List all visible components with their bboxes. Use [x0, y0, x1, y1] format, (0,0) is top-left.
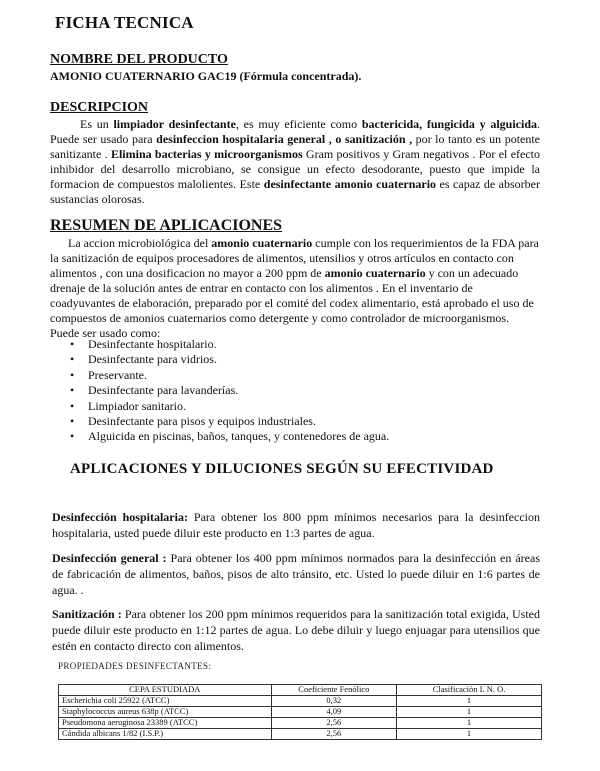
- table-row: [59, 707, 542, 718]
- list-item: • Preservante.: [70, 368, 530, 383]
- column-header: Coeficiente Fenólico: [271, 685, 397, 696]
- column-header: CEPA ESTUDIADA: [59, 685, 272, 696]
- description-paragraph: [50, 117, 540, 207]
- dilutions-heading: APLICACIONES Y DILUCIONES SEGÚN SU EFECTIVIDAD: [70, 461, 494, 477]
- dilution-hospitalaria: [52, 509, 540, 541]
- column-header: Clasificación I. N. O.: [397, 685, 542, 696]
- table-cell: 1: [397, 718, 542, 729]
- table-cell: 1: [397, 707, 542, 718]
- dilution-text: Para obtener los 400 ppm mínimos normados para la desinfección en áreas de fabricación de alimentos, baños, pisos de alto tránsito, etc. Usted lo puede diluir en 1:6 partes de agua. .: [52, 551, 540, 597]
- description-text-bold: limpiador desinfectante: [113, 117, 236, 131]
- dilution-sanitizacion: [52, 606, 540, 654]
- table-header-row: [59, 685, 542, 696]
- applications-heading: RESUMEN DE APLICACIONES: [50, 217, 283, 234]
- properties-table: [58, 684, 542, 740]
- list-item: • Desinfectante hospitalario.: [70, 337, 530, 352]
- applications-text-bold: amonio cuaternario: [211, 236, 313, 250]
- applications-text: La accion microbiológica del: [68, 236, 212, 250]
- dilution-label: Desinfección general :: [52, 551, 167, 565]
- description-text: Gram positivos y Gram negativos . Por el efecto inhibidor del desarrollo microbiano, se consigue un efecto desodorante, puesto que impide la formacion de compuestos malolientes. Este: [50, 147, 541, 191]
- description-text: Es un: [80, 117, 114, 131]
- list-item: • Desinfectante para pisos y equipos industriales.: [70, 414, 530, 429]
- description-text: , es muy eficiente como: [235, 117, 362, 131]
- dilution-text: Para obtener los 800 ppm mínimos necesarios para la desinfeccion hospitalaria, usted puede diluir este producto en 1:3 partes de agua.: [52, 510, 540, 540]
- table-row: [59, 729, 542, 740]
- applications-text-bold: amonio cuaternario: [324, 266, 426, 280]
- list-item: • Limpiador sanitario.: [70, 399, 530, 414]
- applications-text: cumple con los requerimientos de la FDA para la sanitización de equipos procesadores de alimentos, utensilios y otros artículos en contacto con alimentos , con una dosificacion no mayor a 200 ppm de: [50, 236, 539, 280]
- applications-text: y con un adecuado drenaje de la solución antes de entrar en contacto con los alimentos . En el inventario de coadyuvantes de elaboración, preparado por el comité del codex alimentario, está aprobado el uso de compuestos de amonios cuaternarios como detergente y como controlador de microorganismos. Puede ser usado como:: [50, 266, 534, 340]
- description-heading: DESCRIPCION: [50, 100, 149, 115]
- table-cell: Escherichia coli 25922 (ATCC): [59, 696, 272, 707]
- applications-paragraph: [50, 236, 540, 341]
- table-cell: Pseudomona aeruginosa 23389 (ATCC): [59, 718, 272, 729]
- description-text: es capaz de absorber sustancias olorosas.: [50, 177, 540, 206]
- table-row: [59, 696, 542, 707]
- product-name: AMONIO CUATERNARIO GAC19 (Fórmula concentrada).: [50, 69, 362, 83]
- applications-list: [70, 337, 530, 445]
- dilution-general: [52, 550, 540, 598]
- table-cell: 0,32: [271, 696, 397, 707]
- dilution-text: Para obtener los 200 ppm mínimos requeridos para la sanitización total exigida, Usted puede diluir este producto en 1:12 partes de agua. Lo debe diluir y luego enjuagar para utensilios que estén en contacto directo con alimentos.: [52, 607, 540, 653]
- table-cell: Staphylococcus aureus 638p (ATCC): [59, 707, 272, 718]
- table-cell: Cándida albicans 1/82 (I.S.P.): [59, 729, 272, 740]
- description-text: . Puede ser usado para: [50, 117, 540, 146]
- list-item: • Alguicida en piscinas, baños, tanques, y contenedores de agua.: [70, 429, 530, 444]
- table-cell: 2,56: [271, 729, 397, 740]
- list-item: • Desinfectante para vidrios.: [70, 352, 530, 367]
- dilution-label: Desinfección hospitalaria:: [52, 510, 188, 524]
- table-cell: 1: [397, 729, 542, 740]
- table-row: [59, 718, 542, 729]
- description-text-bold: Elimina bacterias y microorganismos: [110, 147, 303, 161]
- list-item: • Desinfectante para lavanderías.: [70, 383, 530, 398]
- document-title: FICHA TECNICA: [55, 13, 194, 32]
- description-text-bold: desinfectante amonio cuaternario: [263, 177, 437, 191]
- table-cell: 1: [397, 696, 542, 707]
- table-cell: 4,09: [271, 707, 397, 718]
- description-text-bold: desinfeccion hospitalaria general , o sanitización ,: [156, 132, 413, 146]
- product-heading: NOMBRE DEL PRODUCTO: [50, 52, 228, 67]
- description-text: por lo tanto es un potente sanitizante .: [50, 132, 541, 161]
- properties-heading: PROPIEDADES DESINFECTANTES:: [58, 661, 212, 671]
- dilution-label: Sanitización :: [52, 607, 122, 621]
- table-cell: 2,56: [271, 718, 397, 729]
- description-text-bold: bactericida, fungicida y alguicida: [361, 117, 537, 131]
